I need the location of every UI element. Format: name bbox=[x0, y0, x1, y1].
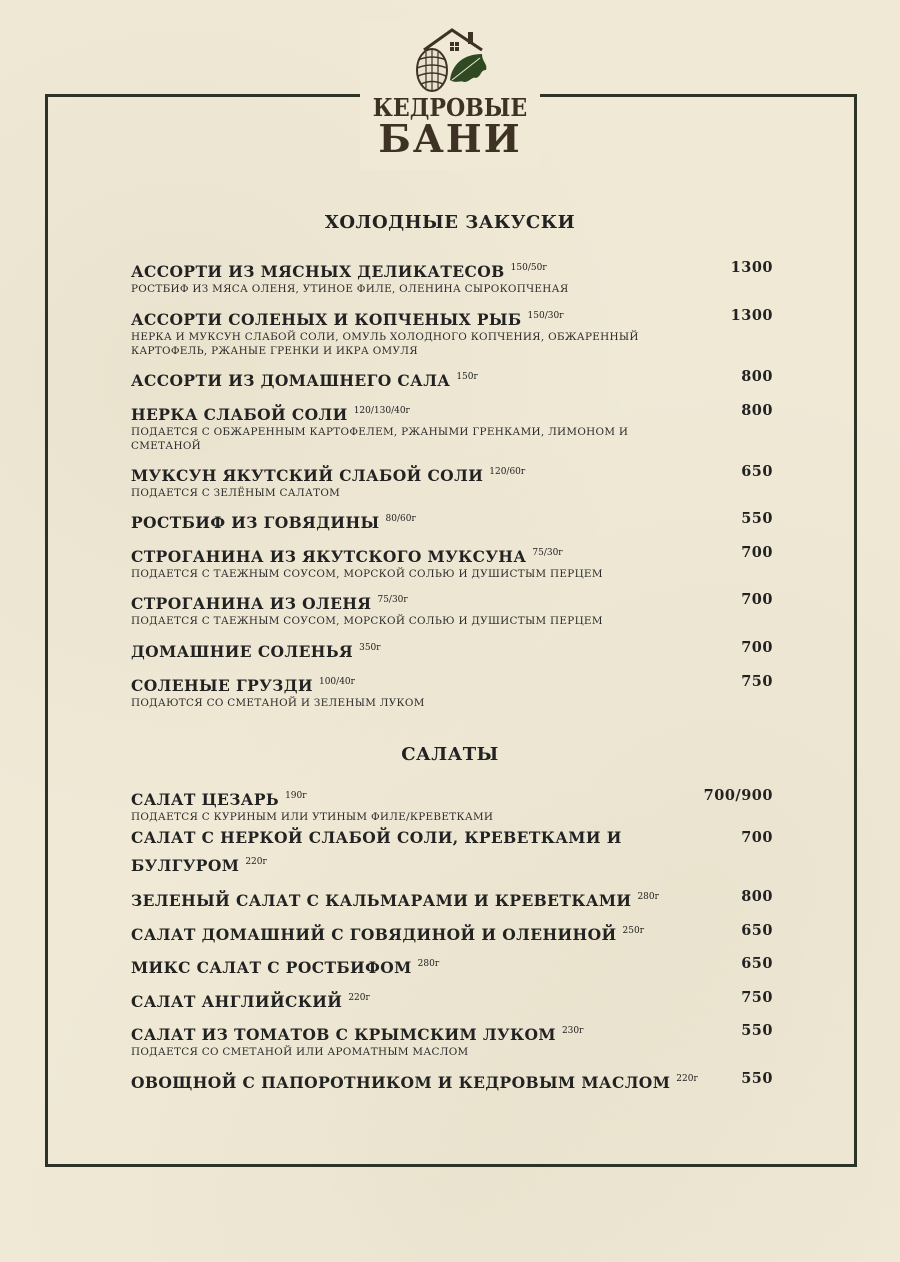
item-name: МУКСУН ЯКУТСКИЙ СЛАБОЙ СОЛИ bbox=[131, 466, 484, 485]
item-description: ПОДАЕТСЯ С ТАЕЖНЫМ СОУСОМ, МОРСКОЙ СОЛЬЮ И ДУШИСТЫМ ПЕРЦЕМ bbox=[131, 568, 603, 580]
item-name: АССОРТИ ИЗ МЯСНЫХ ДЕЛИКАТЕСОВ bbox=[131, 262, 505, 281]
item-weight: 150г bbox=[456, 372, 479, 382]
brand-line1: КЕДРОВЫЕ bbox=[372, 93, 528, 122]
menu-item bbox=[131, 401, 773, 453]
item-name: САЛАТ ЦЕЗАРЬ bbox=[131, 790, 280, 809]
item-price: 700 bbox=[741, 591, 773, 608]
section-title-cold-starters: ХОЛОДНЫЕ ЗАКУСКИ bbox=[324, 212, 576, 233]
item-name: АССОРТИ СОЛЕНЫХ И КОПЧЕНЫХ РЫБ bbox=[131, 310, 522, 329]
item-name: НЕРКА СЛАБОЙ СОЛИ bbox=[131, 405, 348, 424]
item-title bbox=[131, 1021, 773, 1045]
item-title bbox=[131, 401, 773, 425]
item-weight: 120/60г bbox=[489, 467, 526, 477]
item-price: 650 bbox=[741, 955, 773, 972]
item-weight: 80/60г bbox=[385, 514, 417, 524]
item-title bbox=[131, 258, 773, 282]
item-price: 1300 bbox=[730, 259, 773, 276]
section-title-salads: САЛАТЫ bbox=[401, 744, 499, 765]
item-price: 800 bbox=[741, 402, 773, 419]
item-weight: 280г bbox=[417, 959, 440, 969]
item-price: 800 bbox=[741, 368, 773, 385]
item-title bbox=[131, 367, 773, 391]
pinecone-house-icon bbox=[402, 24, 498, 94]
item-weight: 220г bbox=[245, 857, 268, 867]
item-price: 550 bbox=[741, 510, 773, 527]
item-price: 650 bbox=[741, 922, 773, 939]
menu-item bbox=[131, 672, 773, 710]
item-title bbox=[131, 786, 773, 810]
item-name: СТРОГАНИНА ИЗ ЯКУТСКОГО МУКСУНА bbox=[131, 547, 527, 566]
item-name: СТРОГАНИНА ИЗ ОЛЕНЯ bbox=[131, 594, 372, 613]
menu-item bbox=[131, 921, 773, 945]
item-description: ПОДАЮТСЯ СО СМЕТАНОЙ И ЗЕЛЕНЫМ ЛУКОМ bbox=[131, 697, 425, 709]
item-weight: 120/130/40г bbox=[353, 406, 411, 416]
item-description: ПОДАЕТСЯ С ОБЖАРЕННЫМ КАРТОФЕЛЕМ, РЖАНЫМИ ГРЕНКАМИ, ЛИМОНОМ И СМЕТАНОЙ bbox=[131, 426, 629, 452]
item-price: 650 bbox=[741, 463, 773, 480]
item-price: 800 bbox=[741, 888, 773, 905]
menu-item bbox=[131, 306, 773, 358]
item-price: 700/900 bbox=[703, 787, 773, 804]
item-price: 700 bbox=[741, 639, 773, 656]
item-name: РОСТБИФ ИЗ ГОВЯДИНЫ bbox=[131, 513, 380, 532]
item-name: ЗЕЛЕНЫЙ САЛАТ С КАЛЬМАРАМИ И КРЕВЕТКАМИ bbox=[131, 891, 632, 910]
item-name: СОЛЕНЫЕ ГРУЗДИ bbox=[131, 676, 313, 695]
menu-item bbox=[131, 509, 773, 533]
item-weight: 100/40г bbox=[318, 677, 356, 687]
item-weight: 190г bbox=[285, 791, 307, 801]
item-name: ОВОЩНОЙ С ПАПОРОТНИКОМ И КЕДРОВЫМ МАСЛОМ bbox=[131, 1073, 671, 1092]
item-name: САЛАТ АНГЛИЙСКИЙ bbox=[131, 992, 343, 1011]
item-name: САЛАТ ДОМАШНИЙ С ГОВЯДИНОЙ И ОЛЕНИНОЙ bbox=[131, 925, 617, 944]
menu-item bbox=[131, 462, 773, 500]
item-description: ПОДАЕТСЯ СО СМЕТАНОЙ ИЛИ АРОМАТНЫМ МАСЛОМ bbox=[131, 1046, 469, 1058]
menu-item bbox=[131, 954, 773, 978]
menu-item bbox=[131, 367, 773, 391]
menu-item bbox=[131, 1021, 773, 1059]
menu-item bbox=[131, 786, 773, 824]
item-description: НЕРКА И МУКСУН СЛАБОЙ СОЛИ, ОМУЛЬ ХОЛОДНОГО КОПЧЕНИЯ, ОБЖАРЕННЫЙ КАРТОФЕЛЬ, РЖАНЫЕ ГРЕНКИ И ИКРА ОМУЛЯ bbox=[131, 331, 639, 357]
item-title bbox=[131, 826, 671, 878]
menu-item bbox=[131, 258, 773, 296]
menu-item bbox=[131, 590, 773, 628]
menu-item bbox=[131, 887, 773, 911]
menu-item bbox=[131, 826, 773, 878]
item-description: ПОДАЕТСЯ С ТАЕЖНЫМ СОУСОМ, МОРСКОЙ СОЛЬЮ И ДУШИСТЫМ ПЕРЦЕМ bbox=[131, 615, 603, 627]
item-price: 750 bbox=[741, 989, 773, 1006]
item-weight: 150/30г bbox=[527, 311, 564, 321]
item-name: ДОМАШНИЕ СОЛЕНЬЯ bbox=[131, 642, 354, 661]
item-weight: 220г bbox=[676, 1074, 699, 1084]
menu-item bbox=[131, 1069, 773, 1093]
item-title bbox=[131, 638, 773, 662]
item-description: ПОДАЕТСЯ С КУРИНЫМ ИЛИ УТИНЫМ ФИЛЕ/КРЕВЕТКАМИ bbox=[131, 811, 494, 823]
item-description: РОСТБИФ ИЗ МЯСА ОЛЕНЯ, УТИНОЕ ФИЛЕ, ОЛЕНИНА СЫРОКОПЧЕНАЯ bbox=[131, 283, 569, 295]
item-title bbox=[131, 1069, 773, 1093]
menu-item bbox=[131, 638, 773, 662]
item-price: 550 bbox=[741, 1070, 773, 1087]
item-weight: 75/30г bbox=[532, 548, 564, 558]
item-name: АССОРТИ ИЗ ДОМАШНЕГО САЛА bbox=[131, 371, 451, 390]
item-title bbox=[131, 543, 773, 567]
item-price: 1300 bbox=[730, 307, 773, 324]
brand-logo bbox=[360, 20, 540, 170]
item-name: САЛАТ ИЗ ТОМАТОВ С КРЫМСКИМ ЛУКОМ bbox=[131, 1025, 556, 1044]
item-weight: 220г bbox=[348, 993, 371, 1003]
item-name: САЛАТ С НЕРКОЙ СЛАБОЙ СОЛИ, КРЕВЕТКАМИ И БУЛГУРОМ bbox=[131, 828, 622, 875]
item-title bbox=[131, 887, 773, 911]
item-weight: 150/50г bbox=[510, 263, 548, 273]
item-name: МИКС САЛАТ С РОСТБИФОМ bbox=[131, 958, 412, 977]
item-title bbox=[131, 590, 773, 614]
item-price: 700 bbox=[741, 544, 773, 561]
brand-line2: БАНИ bbox=[378, 116, 522, 161]
menu-item bbox=[131, 988, 773, 1012]
item-weight: 230г bbox=[561, 1026, 584, 1036]
item-title bbox=[131, 672, 773, 696]
item-weight: 250г bbox=[622, 926, 645, 936]
item-weight: 280г bbox=[637, 892, 660, 902]
item-title bbox=[131, 462, 773, 486]
item-title bbox=[131, 988, 773, 1012]
item-description: ПОДАЕТСЯ С ЗЕЛЁНЫМ САЛАТОМ bbox=[131, 487, 341, 499]
item-price: 700 bbox=[741, 829, 773, 846]
item-price: 750 bbox=[741, 673, 773, 690]
item-price: 550 bbox=[741, 1022, 773, 1039]
item-title bbox=[131, 306, 773, 330]
item-title bbox=[131, 954, 773, 978]
item-title bbox=[131, 921, 773, 945]
menu-item bbox=[131, 543, 773, 581]
item-weight: 75/30г bbox=[377, 595, 409, 605]
item-weight: 350г bbox=[359, 643, 381, 653]
item-title bbox=[131, 509, 773, 533]
